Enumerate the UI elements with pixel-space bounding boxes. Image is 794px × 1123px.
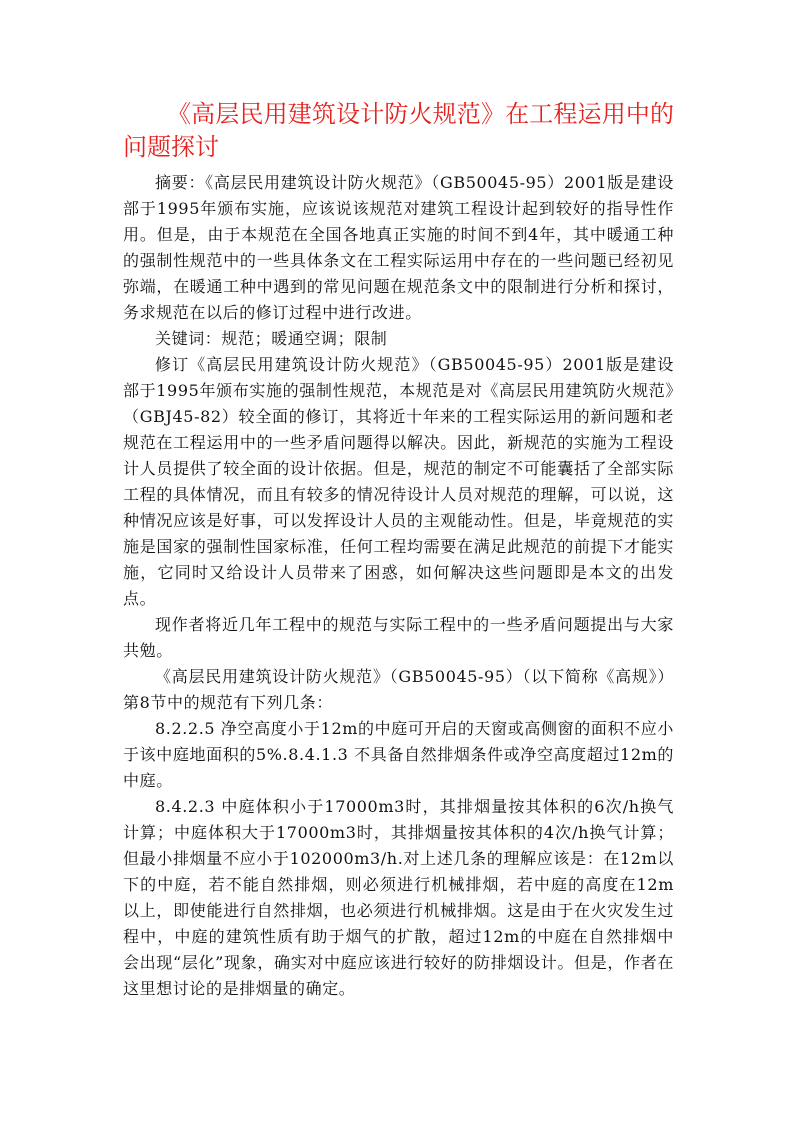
body-paragraph: 《高层民用建筑设计防火规范》（GB50045-95）（以下简称《高规》）第8节中的规范有下列几条： — [123, 667, 674, 712]
keywords-paragraph: 关键词：规范；暖通空调；限制 — [155, 329, 388, 348]
body-paragraph: 修订《高层民用建筑设计防火规范》（GB50045-95）2001版是建设部于1995年颁布实施的强制性规范，本规范是对《高层民用建筑防火规范》（GBJ45-82）较全面的修订，其将近十年来的工程实际运用的新问题和老规范在工程运用中的一些矛盾问题得以解决。因此，新规范的实施为工程设计人员提供了较全面的设计依据。但是，规范的制定不可能囊括了全部实际工程的具体情况，而且有较多的情况待设计人员对规范的理解，可以说，这种情况应该是好事，可以发挥设计人员的主观能动性。但是，毕竟规范的实施是国家的强制性国家标准，任何工程均需要在满足此规范的前提下才能实施，它同时又给设计人员带来了困惑，如何解决这些问题即是本文的出发点。 — [123, 355, 674, 608]
document-content — [123, 98, 674, 1002]
abstract-paragraph: 摘要：《高层民用建筑设计防火规范》（GB50045-95）2001版是建设部于1995年颁布实施，应该说该规范对建筑工程设计起到较好的指导性作用。但是，由于本规范在全国各地真正实施的时间不到4年，其中暖通工种的强制性规范中的一些具体条文在工程实际运用中存在的一些问题已经初见弥端，在暖通工种中遇到的常见问题在规范条文中的限制进行分析和探讨，务求规范在以后的修订过程中进行改进。 — [123, 173, 674, 322]
clause-paragraph: 8.4.2.3 中庭体积小于17000m3时，其排烟量按其体积的6次/h换气计算；中庭体积大于17000m3时，其排烟量按其体积的4次/h换气计算；但最小排烟量不应小于102000m3/h.对上述几条的理解应该是：在12m以下的中庭，若不能自然排烟，则必须进行机械排烟，若中庭的高度在12m以上，即使能进行自然排烟，也必须进行机械排烟。这是由于在火灾发生过程中，中庭的建筑性质有助于烟气的扩散，超过12m的中庭在自然排烟中会出现“层化”现象，确实对中庭应该进行较好的防排烟设计。但是，作者在这里想讨论的是排烟量的确定。 — [123, 797, 674, 998]
document-title: 《高层民用建筑设计防火规范》在工程运用中的问题探讨 — [123, 100, 674, 161]
body-paragraph: 现作者将近几年工程中的规范与实际工程中的一些矛盾问题提出与大家共勉。 — [123, 615, 674, 660]
clause-paragraph: 8.2.2.5 净空高度小于12m的中庭可开启的天窗或高侧窗的面积不应小于该中庭地面积的5%.8.4.1.3 不具备自然排烟条件或净空高度超过12m的中庭。 — [123, 719, 674, 790]
